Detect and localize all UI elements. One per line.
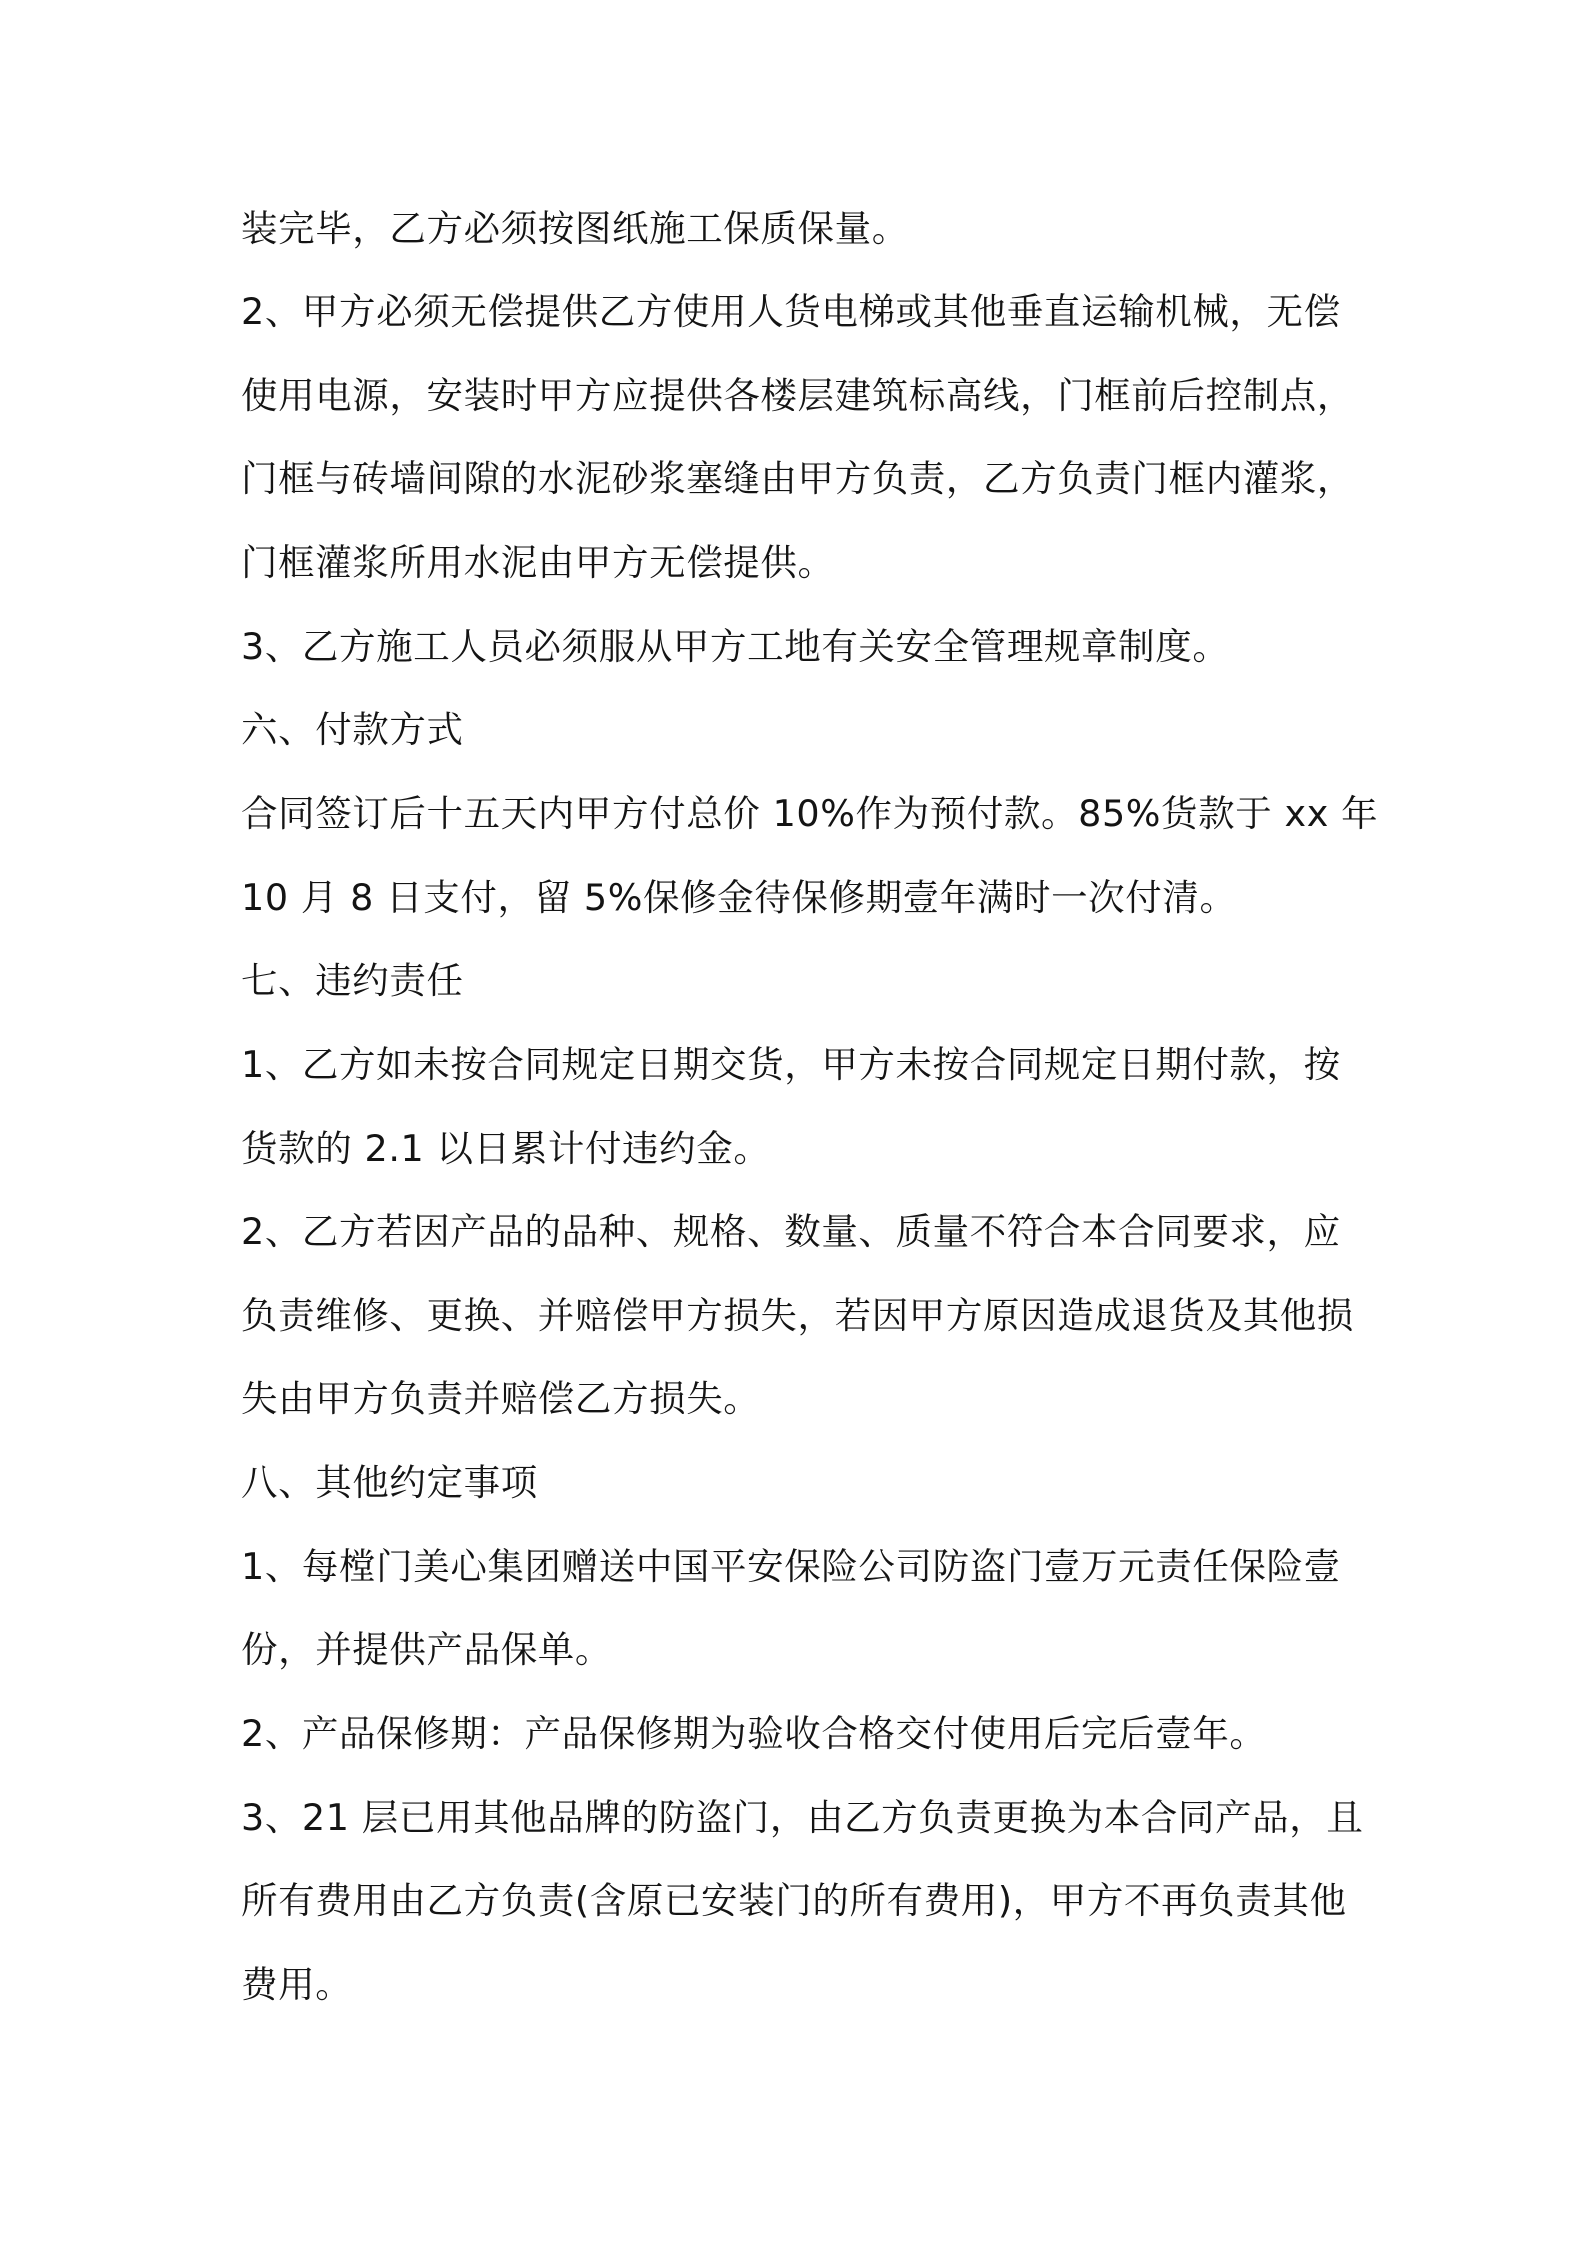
- clause-5-2-line-2: 使用电源，安装时甲方应提供各楼层建筑标高线，门框前后控制点，: [241, 374, 1354, 417]
- section-8-heading: 八、其他约定事项: [241, 1461, 538, 1504]
- clause-8-1-line-1: 1、每樘门美心集团赠送中国平安保险公司防盗门壹万元责任保险壹: [241, 1545, 1341, 1588]
- clause-7-2-line-3: 失由甲方负责并赔偿乙方损失。: [241, 1377, 761, 1420]
- clause-7-2-line-2: 负责维修、更换、并赔偿甲方损失，若因甲方原因造成退货及其他损: [241, 1294, 1354, 1337]
- clause-8-3-line-2: 所有费用由乙方负责(含原已安装门的所有费用)，甲方不再负责其他: [241, 1879, 1347, 1922]
- payment-terms-line-2: 10 月 8 日支付，留 5%保修金待保修期壹年满时一次付清。: [241, 876, 1237, 919]
- clause-8-3-line-3: 费用。: [241, 1963, 353, 2006]
- section-7-heading: 七、违约责任: [241, 959, 464, 1002]
- clause-5-2-line-4: 门框灌浆所用水泥由甲方无偿提供。: [241, 541, 835, 584]
- clause-5-2-line-1: 2、甲方必须无偿提供乙方使用人货电梯或其他垂直运输机械，无偿: [241, 290, 1341, 333]
- clause-8-2: 2、产品保修期：产品保修期为验收合格交付使用后完后壹年。: [241, 1712, 1267, 1755]
- clause-5-2-line-3: 门框与砖墙间隙的水泥砂浆塞缝由甲方负责，乙方负责门框内灌浆，: [241, 457, 1354, 500]
- section-6-heading: 六、付款方式: [241, 708, 464, 751]
- clause-7-1-line-1: 1、乙方如未按合同规定日期交货，甲方未按合同规定日期付款，按: [241, 1043, 1341, 1086]
- clause-7-2-line-1: 2、乙方若因产品的品种、规格、数量、质量不符合本合同要求，应: [241, 1210, 1341, 1253]
- clause-7-1-line-2: 货款的 2.1 以日累计付违约金。: [241, 1127, 771, 1170]
- clause-5-1-continuation: 装完毕，乙方必须按图纸施工保质保量。: [241, 207, 909, 250]
- payment-terms-line-1: 合同签订后十五天内甲方付总价 10%作为预付款。85%货款于 xx 年: [241, 792, 1379, 835]
- clause-8-3-line-1: 3、21 层已用其他品牌的防盗门，由乙方负责更换为本合同产品，且: [241, 1796, 1364, 1839]
- clause-5-3: 3、乙方施工人员必须服从甲方工地有关安全管理规章制度。: [241, 625, 1230, 668]
- clause-8-1-line-2: 份，并提供产品保单。: [241, 1628, 612, 1671]
